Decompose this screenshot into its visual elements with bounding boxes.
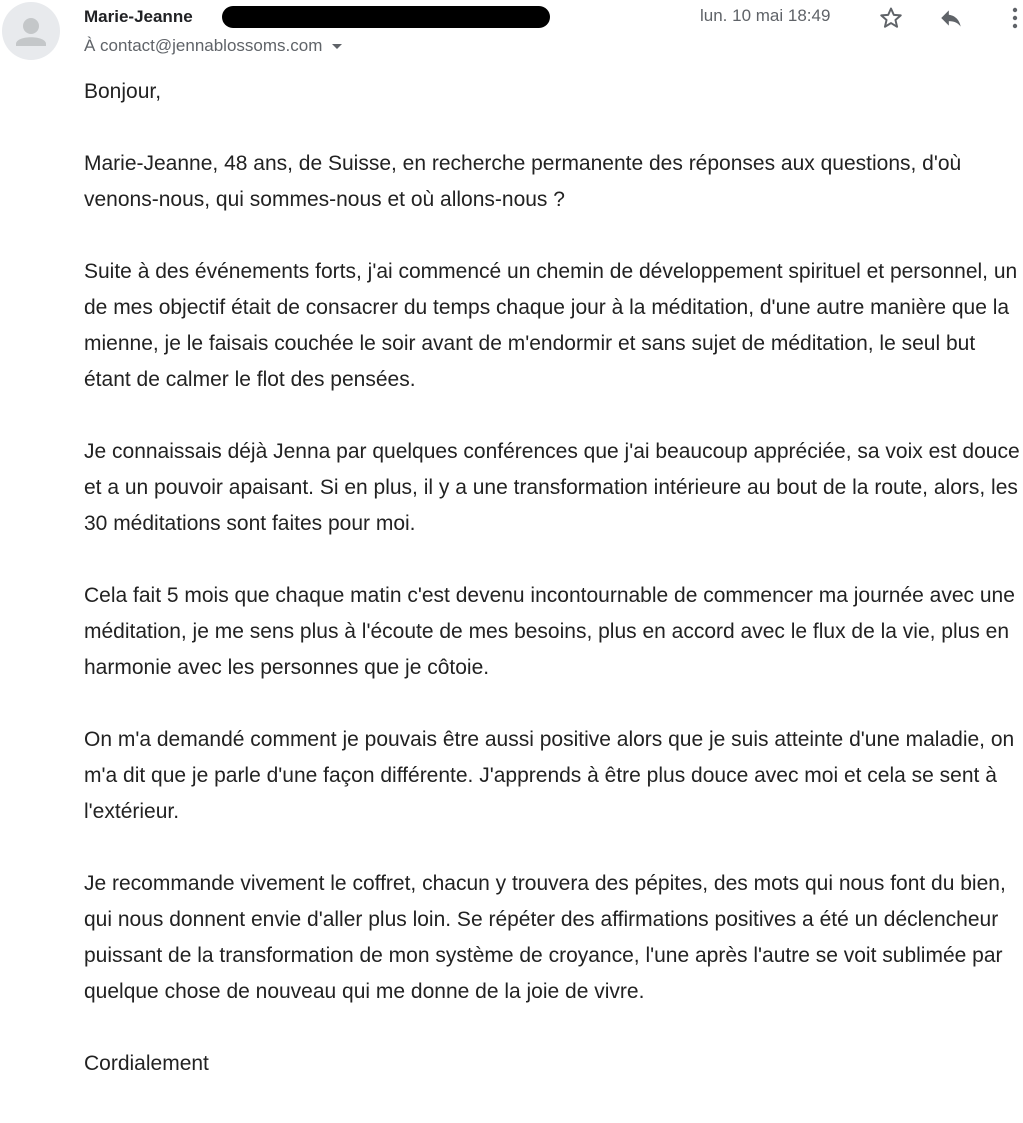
star-button[interactable]	[875, 2, 907, 34]
greeting: Bonjour,	[84, 80, 162, 103]
paragraph: Je connaissais déjà Jenna par quelques conférences que j'ai beaucoup appréciée, sa voix est douce et a un pouvoir apaisant. Si en plus, il y a une transformation intérieure au bout de la route, alors, les 30 méditations sont faites pour moi.	[84, 440, 1020, 535]
redaction-bar	[222, 6, 550, 28]
recipient-address: À contact@jennablossoms.com	[84, 36, 323, 55]
reply-icon	[938, 5, 964, 31]
sender-avatar[interactable]	[2, 2, 60, 60]
paragraph: Marie-Jeanne, 48 ans, de Suisse, en recherche permanente des réponses aux questions, d'où venons-nous, qui sommes-nous et où allons-nous ?	[84, 152, 962, 211]
message-body	[84, 74, 1020, 1082]
person-icon	[2, 2, 60, 60]
more-vert-icon	[1001, 5, 1021, 31]
paragraph: Cela fait 5 mois que chaque matin c'est devenu incontournable de commencer ma journée avec une méditation, je me sens plus à l'écoute de mes besoins, plus en accord avec le flux de la vie, plus en harmonie avec les personnes que je côtoie.	[84, 584, 1015, 679]
recipient-line[interactable]	[84, 35, 342, 57]
closing: Cordialement	[84, 1052, 209, 1075]
star-icon	[878, 5, 904, 31]
message-date: lun. 10 mai 18:49	[700, 6, 831, 25]
paragraph: Je recommande vivement le coffret, chacun y trouvera des pépites, des mots qui nous font du bien, qui nous donnent envie d'aller plus loin. Se répéter des affirmations positives a été un déclencheur puissant de la transformation de mon système de croyance, l'une après l'autre se voit sublimée par quelque chose de nouveau qui me donne de la joie de vivre.	[84, 872, 1006, 1003]
more-options-button[interactable]	[995, 2, 1023, 34]
sender[interactable]	[84, 5, 193, 29]
reply-button[interactable]	[935, 2, 967, 34]
chevron-down-icon[interactable]	[332, 44, 342, 49]
paragraph: Suite à des événements forts, j'ai commencé un chemin de développement spirituel et personnel, un de mes objectif était de consacrer du temps chaque jour à la méditation, d'une autre manière que la mienne, je le faisais couchée le soir avant de m'endormir et sans sujet de méditation, le seul but étant de calmer le flot des pensées.	[84, 260, 1018, 391]
message-header	[0, 0, 1023, 70]
paragraph: On m'a demandé comment je pouvais être aussi positive alors que je suis atteinte d'une maladie, on m'a dit que je parle d'une façon différente. J'apprends à être plus douce avec moi et cela se sent à l'extérieur.	[84, 728, 1015, 823]
sender-name: Marie-Jeanne	[84, 7, 193, 26]
